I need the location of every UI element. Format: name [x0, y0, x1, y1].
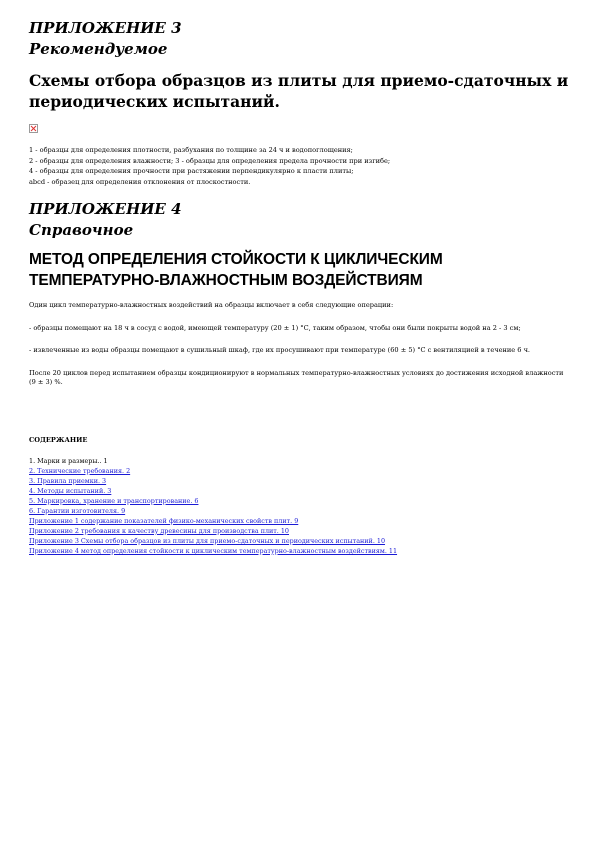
toc-link[interactable]: 6. Гарантии изготовителя. 9 [29, 506, 126, 515]
table-of-contents [29, 456, 569, 556]
appendix4-title: ПРИЛОЖЕНИЕ 4 [29, 200, 182, 218]
toc-link[interactable]: Приложение 1 содержание показателей физико-механических свойств плит. 9 [29, 516, 299, 525]
toc-item: 1. Марки и размеры.. 1 [29, 456, 108, 465]
toc-link[interactable]: Приложение 4 метод определения стойкости к циклическим температурно-влажностным воздействиям. 11 [29, 546, 398, 555]
appendix3-title: ПРИЛОЖЕНИЕ 3 [29, 19, 182, 37]
method-paragraph: - образцы помещают на 18 ч в сосуд с водой, имеющей температуру (20 ± 1) °С, таким образом, чтобы они были покрыты водой на 2 - 3 см; [29, 323, 521, 332]
method-paragraph: После 20 циклов перед испытанием образцы кондиционируют в нормальных температурно-влажностных условиях до достижения исходной влажности (9 ± 3) %. [29, 368, 564, 386]
appendix3-legend [29, 145, 569, 187]
toc-link[interactable]: 5. Маркировка, хранение и транспортирование. 6 [29, 496, 199, 505]
toc-link[interactable]: Приложение 3 Схемы отбора образцов из плиты для приемо-сдаточных и периодических испытаний. 10 [29, 536, 386, 545]
legend-line: 4 - образцы для определения прочности при растяжении перпендикулярно к пласти плиты; [29, 167, 354, 175]
toc-title: СОДЕРЖАНИЕ [29, 435, 88, 444]
appendix3-subtitle: Рекомендуемое [29, 40, 168, 58]
toc-link[interactable]: 4. Методы испытаний. 3 [29, 486, 112, 495]
document-page [29, 18, 569, 556]
appendix4-heading: МЕТОД ОПРЕДЕЛЕНИЯ СТОЙКОСТИ К ЦИКЛИЧЕСКИМ ТЕМПЕРАТУРНО-ВЛАЖНОСТНЫМ ВОЗДЕЙСТВИЯМ [29, 251, 443, 289]
broken-image-icon [29, 124, 38, 133]
appendix4-subtitle: Справочное [29, 221, 134, 239]
toc-link[interactable]: Приложение 2 требования к качеству древесины для производства плит. 10 [29, 526, 290, 535]
method-paragraph: Один цикл температурно-влажностных воздействий на образцы включает в себя следующие операции: [29, 301, 394, 309]
legend-line: 1 - образцы для определения плотности, разбухания по толщине за 24 ч и водопоглощения; [29, 146, 353, 154]
method-paragraph: - извлеченные из воды образцы помещают в сушильный шкаф, где их просушивают при температуре (60 ± 5) °С с вентиляцией в течение 6 ч. [29, 346, 531, 354]
toc-link[interactable]: 2. Технические требования. 2 [29, 466, 131, 475]
legend-line: 2 - образцы для определения влажности; 3 - образцы для определения предела прочности при изгибе; [29, 156, 391, 165]
legend-line: abcd - образец для определения отклонения от плоскостности. [29, 177, 251, 186]
appendix3-heading: Схемы отбора образцов из плиты для приемо-сдаточных и периодических испытаний. [29, 71, 569, 111]
toc-link[interactable]: 3. Правила приемки. 3 [29, 476, 107, 485]
